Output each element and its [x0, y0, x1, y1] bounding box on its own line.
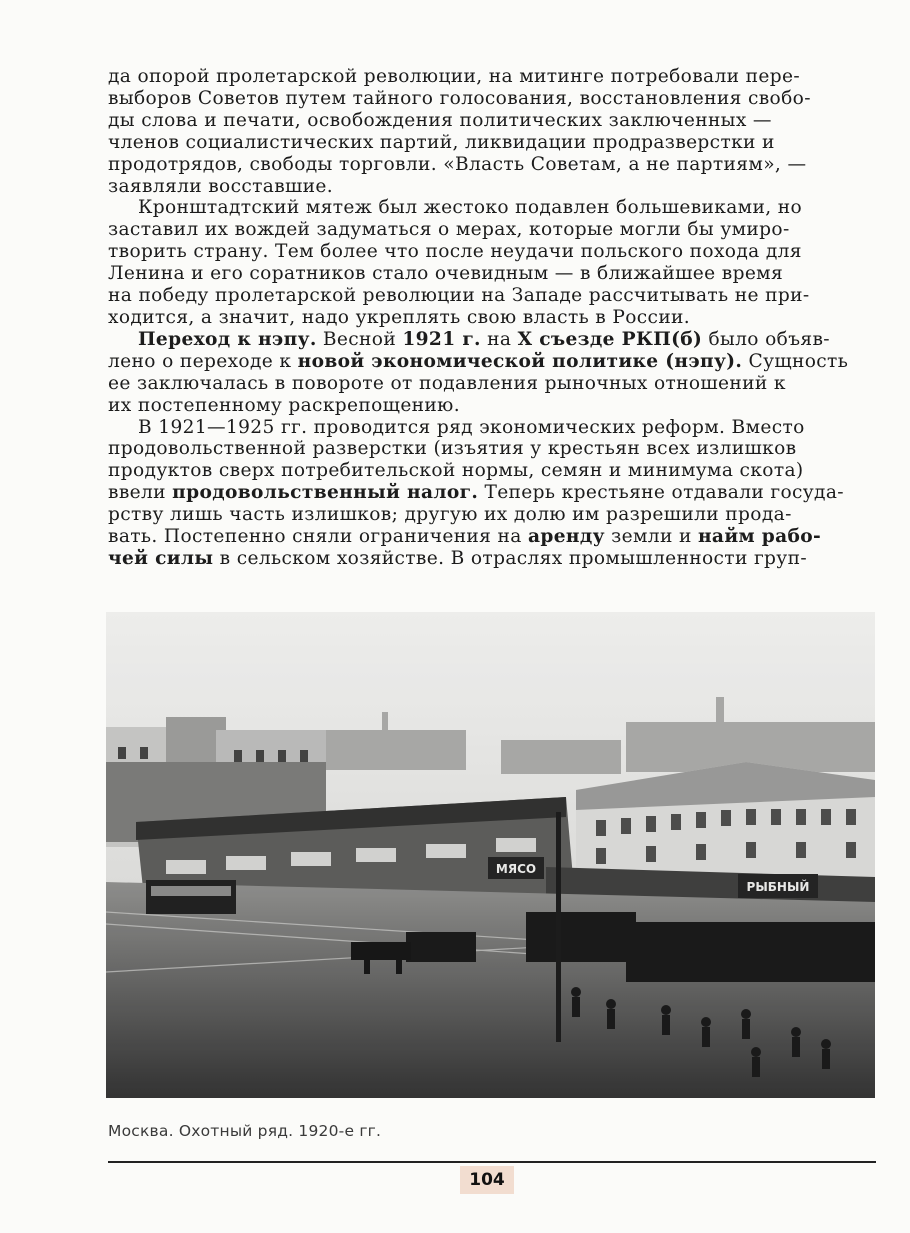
- sign-fish: РЫБНЫЙ: [746, 880, 810, 894]
- paragraph-1: да опорой пролетарской революции, на митинге потребовали пере- выборов Советов путем тайного голосования, восстановления свобо- ды слова и печати, освобождения политических заключенных — членов социалистических партий, ликвидации продразверстки и продотрядов, свободы торговли. «Власть Советам, а не партиям», — заявляли восставшие.: [108, 66, 811, 197]
- lease-term: аренду: [527, 526, 605, 548]
- photo-caption: Москва. Охотный ряд. 1920-е гг.: [108, 1122, 382, 1140]
- footer-divider: [108, 1161, 876, 1163]
- section-heading-nep: Переход к нэпу.: [138, 328, 317, 350]
- hire-term-2: чей силы: [108, 547, 214, 569]
- paragraph-2: Кронштадтский мятеж был жестоко подавлен большевиками, но заставил их вождей задуматься о мерах, которые могли бы умиро- творить страну. Тем более что после неудачи польского похода для Ленина и его соратников стало очевидным — в ближайшее время на победу пролетарской революции на Западе рассчитывать не при- ходится, а значит, надо укреплять свою власть в России.: [108, 197, 810, 328]
- sign-meat: МЯСО: [495, 862, 537, 876]
- paragraph-3: Переход к нэпу. Весной 1921 г. на X съезде РКП(б) было объяв- лено о переходе к новой экономической политике (нэпу). Сущность ее заключалась в повороте от подавления рыночных отношений к их постепенному раскрепощению.: [108, 328, 849, 416]
- nep-term: новой экономической политике (нэпу).: [297, 350, 743, 372]
- year-1921: 1921 г.: [402, 328, 481, 350]
- congress-term: X съезде РКП(б): [517, 328, 703, 350]
- paragraph-4: В 1921—1925 гг. проводится ряд экономических реформ. Вместо продовольственной разверстки (изъятия у крестьян всех излишков продуктов сверх потребительской нормы, семян и минимума скота) ввели продовольственный налог. Теперь крестьяне отдавали госуда- рству лишь часть излишков; другую их долю им разрешили прода- вать. Постепенно сняли ограничения на аренду земли и найм рабо- чей силы в сельском хозяйстве. В отраслях промышленности груп-: [108, 416, 844, 569]
- historical-photo-okhotny-ryad: [106, 612, 875, 1098]
- food-tax-term: продовольственный налог.: [172, 482, 479, 504]
- article-body: [108, 66, 876, 570]
- photo-tone: [106, 612, 875, 1098]
- page-number: 104: [460, 1166, 514, 1194]
- hire-term-1: найм рабо-: [697, 526, 822, 548]
